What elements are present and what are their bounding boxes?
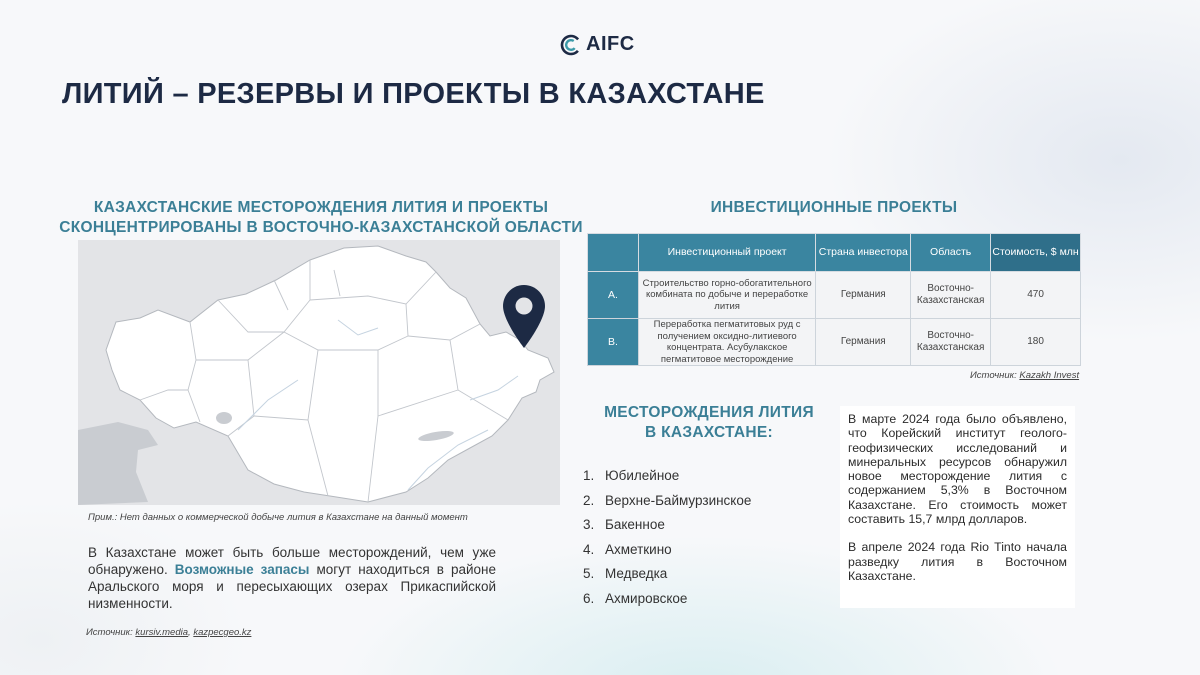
investment-heading: ИНВЕСТИЦИОННЫЕ ПРОЕКТЫ <box>710 199 958 216</box>
item-number: 4. <box>583 541 595 557</box>
header-country: Страна инвестора <box>816 234 911 272</box>
deposits-list <box>583 468 751 616</box>
list-item <box>583 493 751 518</box>
item-name: Ахмировское <box>605 590 688 606</box>
map-svg <box>78 240 560 505</box>
item-number: 5. <box>583 566 595 582</box>
row-region: Восточно-Казахстанская <box>911 272 991 319</box>
source-separator: , <box>188 627 194 638</box>
item-name: Верхне-Баймурзинское <box>605 492 752 508</box>
item-number: 3. <box>583 517 595 533</box>
news-box <box>840 406 1075 608</box>
item-number: 1. <box>583 468 595 483</box>
source-label: Источник: <box>970 370 1020 381</box>
row-cost: 470 <box>991 272 1081 319</box>
source-link-kursiv[interactable]: kursiv.media <box>135 627 189 638</box>
list-item <box>583 517 751 542</box>
header-region: Область <box>911 234 991 272</box>
deposits-heading <box>580 403 838 443</box>
row-project: Строительство горно-обогатительного комбината по добыче и переработке лития <box>638 272 816 319</box>
table-row <box>588 319 1081 366</box>
header-index <box>588 234 639 272</box>
row-index: B. <box>588 319 639 366</box>
row-region: Восточно-Казахстанская <box>911 319 991 366</box>
source-link-kazakh-invest[interactable]: Kazakh Invest <box>1019 370 1080 381</box>
item-name: Бакенное <box>605 517 665 533</box>
row-country: Германия <box>816 319 911 366</box>
item-name: Юбилейное <box>605 468 680 483</box>
paragraph-highlight: Возможные запасы <box>174 562 310 577</box>
header-cost: Стоимость, $ млн <box>991 234 1081 272</box>
map-heading-line2: СКОНЦЕНТРИРОВАНЫ В ВОСТОЧНО-КАЗАХСТАНСКОЙ ОБЛАСТИ <box>59 219 583 236</box>
item-name: Медведка <box>605 566 668 582</box>
map-heading-line1: КАЗАХСТАНСКИЕ МЕСТОРОЖДЕНИЯ ЛИТИЯ И ПРОЕКТЫ <box>93 199 549 216</box>
aifc-logo-icon <box>560 34 582 56</box>
list-item <box>583 542 751 567</box>
item-name: Ахметкино <box>605 541 672 557</box>
table-row <box>588 272 1081 319</box>
page-title: ЛИТИЙ – РЕЗЕРВЫ И ПРОЕКТЫ В КАЗАХСТАНЕ <box>62 78 765 110</box>
paragraph-text-2: могут находиться в районе Аральского моря и пересыхающих озерах Прикаспийской низменности. <box>88 562 496 611</box>
row-cost: 180 <box>991 319 1081 366</box>
investment-source <box>970 370 1079 381</box>
aral-sea <box>216 412 232 424</box>
row-index: A. <box>588 272 639 319</box>
map-note: Прим.: Нет данных о коммерческой добыче лития в Казахстане на данный момент <box>88 512 468 523</box>
row-country: Германия <box>816 272 911 319</box>
item-number: 2. <box>583 492 595 508</box>
deposits-heading-line2: В КАЗАХСТАНЕ: <box>645 424 773 441</box>
kazakhstan-map <box>78 240 560 505</box>
list-item <box>583 566 751 591</box>
map-section-heading <box>40 198 602 238</box>
potential-reserves-paragraph <box>88 544 496 612</box>
list-item <box>583 468 751 493</box>
aifc-logo <box>560 33 635 56</box>
row-project: Переработка пегматитовых руд с получением оксидно-литиевого концентрата. Асубулакское пегматитовое месторождение <box>638 319 816 366</box>
source-label: Источник: <box>86 627 136 638</box>
paragraph-text-1: В Казахстане может быть больше месторождений, чем уже обнаружено. <box>88 545 496 577</box>
list-item <box>583 591 751 616</box>
table-header-row <box>588 234 1081 272</box>
left-source <box>86 627 251 638</box>
investment-table <box>587 233 1081 366</box>
header-project: Инвестиционный проект <box>638 234 816 272</box>
logo-text: AIFC <box>586 33 635 55</box>
source-link-kazpecgeo[interactable]: kazpecgeo.kz <box>193 627 252 638</box>
news-paragraph-april: В апреле 2024 года Rio Tinto начала разведку лития в Восточном Казахстане. <box>848 540 1067 583</box>
news-paragraph-march: В марте 2024 года было объявлено, что Корейский институт геолого-геофизических исследований и минеральных ресурсов обнаружил новое месторождение лития с содержанием 5,3% в Восточном Казахстане. Его стоимость может составить 15,7 млрд долларов. <box>848 412 1067 527</box>
deposits-heading-line1: МЕСТОРОЖДЕНИЯ ЛИТИЯ <box>604 404 814 421</box>
item-number: 6. <box>583 590 595 606</box>
